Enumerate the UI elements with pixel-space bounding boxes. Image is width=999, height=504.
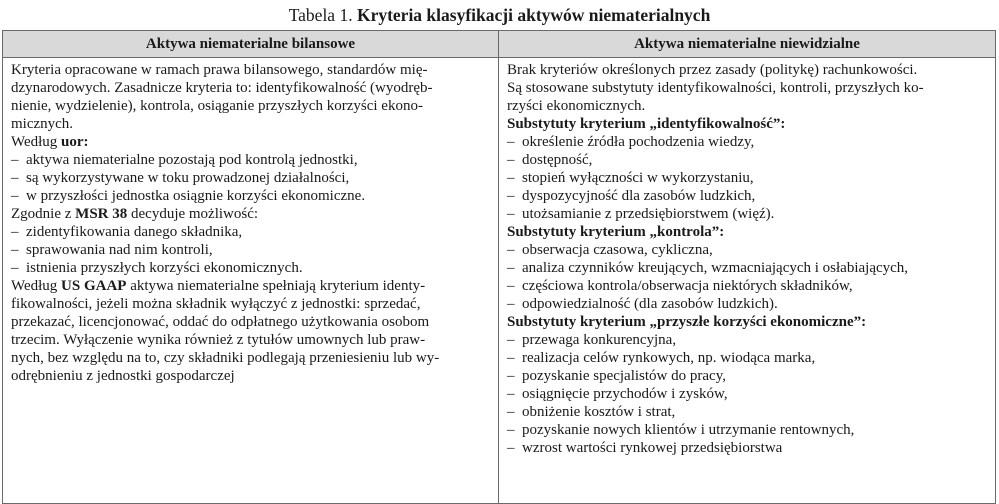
- table-caption: [0, 5, 999, 25]
- right-intro-line: Brak kryteriów określonych przez zasady (politykę) rachunkowości.: [507, 62, 918, 78]
- gaap-keyword: US GAAP: [61, 278, 127, 294]
- list-item: – obniżenie kosztów i strat,: [507, 404, 676, 420]
- list-item: – sprawowania nad nim kontroli,: [11, 242, 213, 258]
- table-header-row: [3, 31, 996, 58]
- list-item: – przewaga konkurencyjna,: [507, 332, 677, 348]
- list-item: – określenie źródła pochodzenia wiedzy,: [507, 134, 755, 150]
- uor-heading: Według uor:: [11, 134, 89, 150]
- header-balance-sheet-assets: Aktywa niematerialne bilansowe: [3, 31, 499, 58]
- table-row: [3, 58, 996, 504]
- list-item: – aktywa niematerialne pozostają pod kontrolą jednostki,: [11, 152, 358, 168]
- list-item: – pozyskanie specjalistów do pracy,: [507, 368, 726, 384]
- section-title-control: Substytuty kryterium „kontrola”:: [507, 224, 725, 240]
- section-title-future-benefits: Substytuty kryterium „przyszłe korzyści ekonomiczne”:: [507, 314, 867, 330]
- left-intro-line: micznych.: [11, 116, 74, 132]
- section-title-identifiability: Substytuty kryterium „identyfikowalność”:: [507, 116, 786, 132]
- list-item: – zidentyfikowania danego składnika,: [11, 224, 243, 240]
- list-item: – utożsamianie z przedsiębiorstwem (więź).: [507, 206, 775, 222]
- gaap-line: Według US GAAP aktywa niematerialne spełniają kryterium identy-: [11, 278, 426, 294]
- cell-invisible-criteria: [499, 58, 996, 504]
- list-item: – częściowa kontrola/obserwacja niektórych składników,: [507, 278, 853, 294]
- list-item: – pozyskanie nowych klientów i utrzymanie rentownych,: [507, 422, 855, 438]
- msr-heading: Zgodnie z MSR 38 decyduje możliwość:: [11, 206, 259, 222]
- gaap-line: nych, bez względu na to, czy składniki podlegają przeniesieniu lub wy-: [11, 350, 440, 366]
- left-intro-line: nienie, wydzielenie), kontrola, osiąganie przyszłych korzyści ekono-: [11, 98, 423, 114]
- list-item: – są wykorzystywane w toku prowadzonej działalności,: [11, 170, 350, 186]
- gaap-line: odrębnieniu z jednostki gospodarczej: [11, 368, 235, 384]
- list-item: – stopień wyłączności w wykorzystaniu,: [507, 170, 754, 186]
- uor-keyword: uor:: [61, 134, 89, 150]
- list-item: – analiza czynników kreujących, wzmacniających i osłabiających,: [507, 260, 909, 276]
- gaap-line: fikowalności, jeżeli można składnik wyłączyć z jednostki: sprzedać,: [11, 296, 421, 312]
- list-item: – obserwacja czasowa, cykliczna,: [507, 242, 713, 258]
- list-item: – dyspozycyjność dla zasobów ludzkich,: [507, 188, 756, 204]
- list-item: – realizacja celów rynkowych, np. wiodąca marka,: [507, 350, 816, 366]
- caption-title: Kryteria klasyfikacji aktywów niematerialnych: [356, 5, 711, 25]
- list-item: – odpowiedzialność (dla zasobów ludzkich).: [507, 296, 778, 312]
- classification-table: [2, 30, 996, 504]
- gaap-line: trzecim. Wyłączenie wynika również z tytułów umownych lub praw-: [11, 332, 426, 348]
- list-item: – istnienia przyszłych korzyści ekonomicznych.: [11, 260, 303, 276]
- gaap-line: przekazać, licencjonować, oddać do odpłatnego użytkowania osobom: [11, 314, 430, 330]
- list-item: – wzrost wartości rynkowej przedsiębiorstwa: [507, 440, 783, 456]
- caption-prefix: Tabela 1.: [288, 5, 357, 25]
- list-item: – dostępność,: [507, 152, 593, 168]
- list-item: – w przyszłości jednostka osiągnie korzyści ekonomiczne.: [11, 188, 366, 204]
- msr-keyword: MSR 38: [75, 206, 128, 222]
- right-intro-line: Są stosowane substytuty identyfikowalności, kontroli, przyszłych ko-: [507, 80, 924, 96]
- cell-balance-sheet-criteria: [3, 58, 499, 504]
- header-invisible-assets: Aktywa niematerialne niewidzialne: [499, 31, 996, 58]
- left-intro-line: Kryteria opracowane w ramach prawa bilansowego, standardów mię-: [11, 62, 428, 78]
- list-item: – osiągnięcie przychodów i zysków,: [507, 386, 728, 402]
- left-intro-line: dzynarodowych. Zasadnicze kryteria to: identyfikowalność (wyodręb-: [11, 80, 433, 96]
- right-intro-line: rzyści ekonomicznych.: [507, 98, 646, 114]
